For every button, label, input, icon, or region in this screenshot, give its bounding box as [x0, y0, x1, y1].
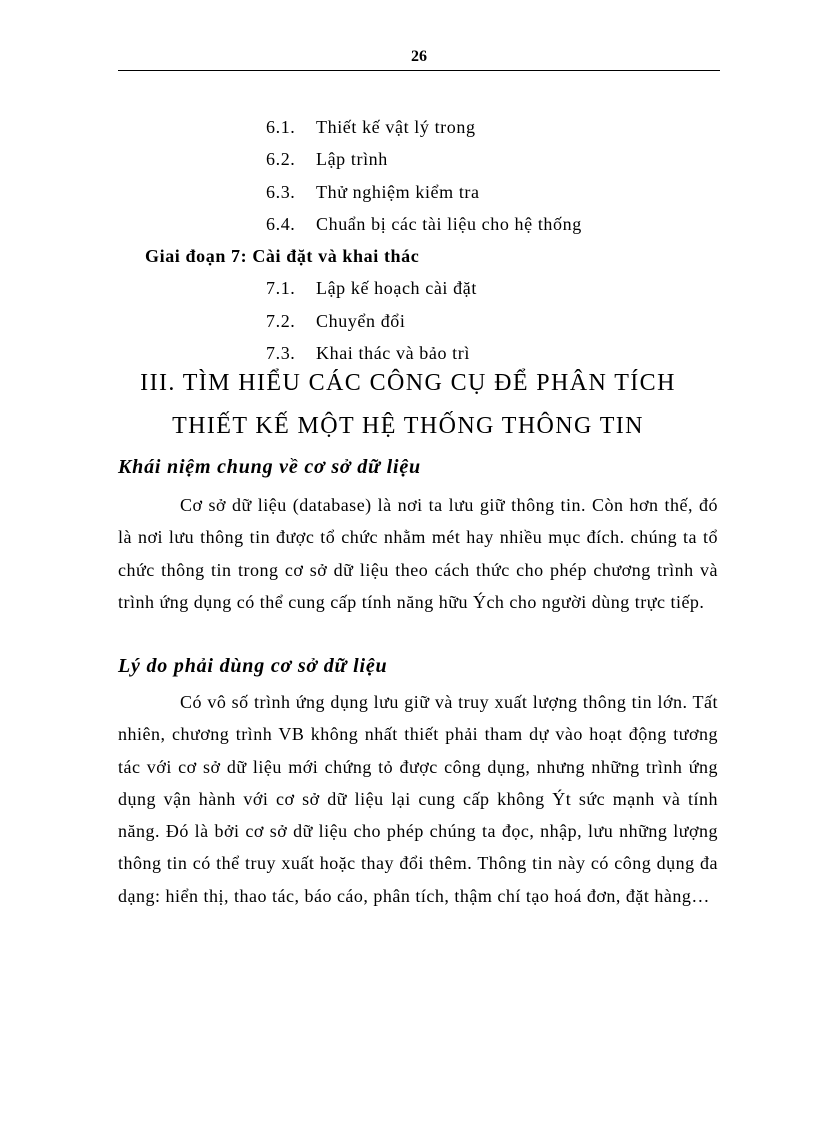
- subsection-heading-reason: Lý do phải dùng cơ sở dữ liệu: [118, 655, 388, 677]
- toc-item-7-3: [0, 340, 816, 372]
- toc-item-number: 6.3.: [266, 181, 296, 202]
- toc-item-text: Thiết kế vật lý trong: [316, 117, 476, 137]
- toc-item-text: Chuyển đổi: [316, 310, 406, 331]
- subsection-heading-concept: Khái niệm chung về cơ sở dữ liệu: [118, 456, 421, 478]
- toc-item-number: 6.1.: [266, 117, 296, 137]
- toc-phase-7: [0, 243, 816, 275]
- toc-item-number: 6.2.: [266, 149, 296, 170]
- toc-item-text: Khai thác và bảo trì: [316, 343, 470, 364]
- page-header: [118, 44, 720, 71]
- toc-item-6-4: [0, 211, 816, 243]
- page-number: 26: [411, 48, 427, 65]
- toc-item-number: 6.4.: [266, 213, 296, 234]
- toc-item-6-3: [0, 179, 816, 211]
- toc-item-7-1: [0, 275, 816, 307]
- toc-item-6-2: [0, 146, 816, 178]
- toc-item-text: Chuẩn bị các tài liệu cho hệ thống: [316, 213, 582, 234]
- paragraph-concept: Cơ sở dữ liệu (database) là nơi ta lưu giữ thông tin. Còn hơn thế, đó là nơi lưu thông tin được tổ chức nhằm mét hay nhiều mục đích. chúng ta tổ chức thông tin trong cơ sở dữ liệu theo cách thức cho phép chương trình và trình ứng dụng có thể cung cấp tính năng hữu Ých cho người dùng trực tiếp.: [118, 495, 718, 612]
- toc-item-6-1: [0, 114, 816, 146]
- toc-item-text: Thử nghiệm kiểm tra: [316, 181, 480, 202]
- toc-item-number: 7.2.: [266, 310, 296, 331]
- phase-heading: Giai đoạn 7: Cài đặt và khai thác: [145, 246, 420, 267]
- toc-item-number: 7.3.: [266, 343, 296, 364]
- toc-item-number: 7.1.: [266, 278, 296, 299]
- paragraph-reason: Có vô số trình ứng dụng lưu giữ và truy xuất lượng thông tin lớn. Tất nhiên, chương trình VB không nhất thiết phải tham dự vào hoạt động tương tác với cơ sở dữ liệu mới chứng tỏ được công dụng, nhưng những trình ứng dụng vận hành với cơ sở dữ liệu lại cung cấp không Ýt sức mạnh và tính năng. Đó là bởi cơ sở dữ liệu cho phép chúng ta đọc, nhập, lưu những lượng thông tin có thể truy xuất hoặc thay đổi thêm. Thông tin này có công dụng đa dạng: hiển thị, thao tác, báo cáo, phân tích, thậm chí tạo hoá đơn, đặt hàng…: [118, 692, 718, 906]
- section-title-line-2: THIẾT KẾ MỘT HỆ THỐNG THÔNG TIN: [172, 413, 644, 439]
- toc-item-text: Lập kế hoạch cài đặt: [316, 278, 477, 299]
- toc-item-text: Lập trình: [316, 149, 388, 170]
- section-title-line-1: III. TÌM HIỂU CÁC CÔNG CỤ ĐỂ PHÂN TÍCH: [140, 370, 676, 396]
- toc-item-7-2: [0, 308, 816, 340]
- table-of-contents: [0, 114, 816, 372]
